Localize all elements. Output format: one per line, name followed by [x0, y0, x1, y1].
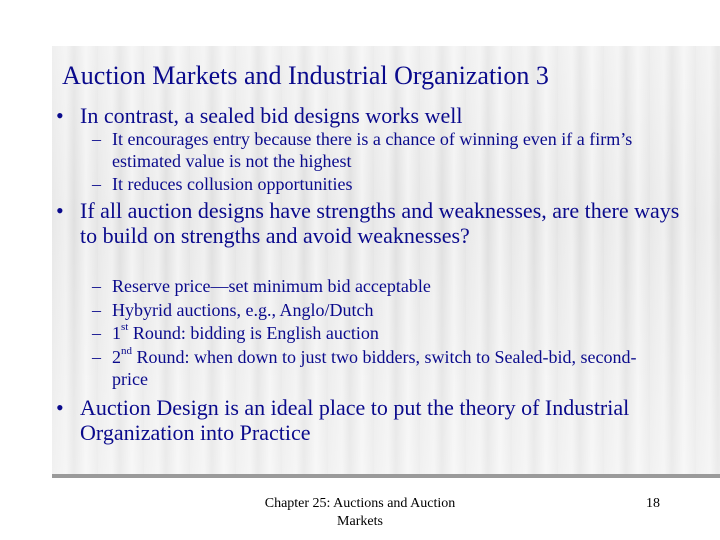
- round-1-text: Round: bidding is English auction: [128, 323, 379, 343]
- dash-marker: –: [92, 323, 101, 343]
- sub-text: [112, 322, 672, 344]
- bullet-1-text: In contrast, a sealed bid designs works well: [80, 103, 463, 128]
- round-2-number: 2: [112, 347, 121, 367]
- dash-marker: –: [92, 276, 101, 296]
- sub-text: [112, 346, 672, 390]
- round-1-number: 1: [112, 323, 121, 343]
- slide-title: Auction Markets and Industrial Organization 3: [62, 61, 549, 90]
- round-1-ordinal: st: [121, 321, 129, 333]
- dash-marker: –: [92, 129, 101, 149]
- sub-text: It encourages entry because there is a chance of winning even if a firm’s estimated value is not the highest: [112, 129, 633, 171]
- bullet-3-text: Auction Design is an ideal place to put the theory of Industrial Organization into Practice: [80, 395, 630, 445]
- bullet-marker: •: [56, 103, 64, 128]
- sub-text: Reserve price—set minimum bid acceptable: [112, 276, 431, 296]
- dash-marker: –: [92, 347, 101, 367]
- bullet-2-text: If all auction designs have strengths and weaknesses, are there ways to build on strengths and avoid weaknesses?: [80, 198, 680, 248]
- page-number: 18: [646, 496, 660, 511]
- dash-marker: –: [92, 300, 101, 320]
- bullet-marker: •: [56, 198, 64, 223]
- sub-text: It reduces collusion opportunities: [112, 174, 353, 194]
- footer-chapter: Chapter 25: Auctions and Auction Markets: [264, 496, 456, 529]
- dash-marker: –: [92, 174, 101, 194]
- sub-text: Hybyrid auctions, e.g., Anglo/Dutch: [112, 300, 374, 320]
- round-2-ordinal: nd: [121, 345, 132, 357]
- bullet-marker: •: [56, 395, 64, 420]
- round-2-text: Round: when down to just two bidders, switch to Sealed-bid, second-price: [112, 347, 637, 389]
